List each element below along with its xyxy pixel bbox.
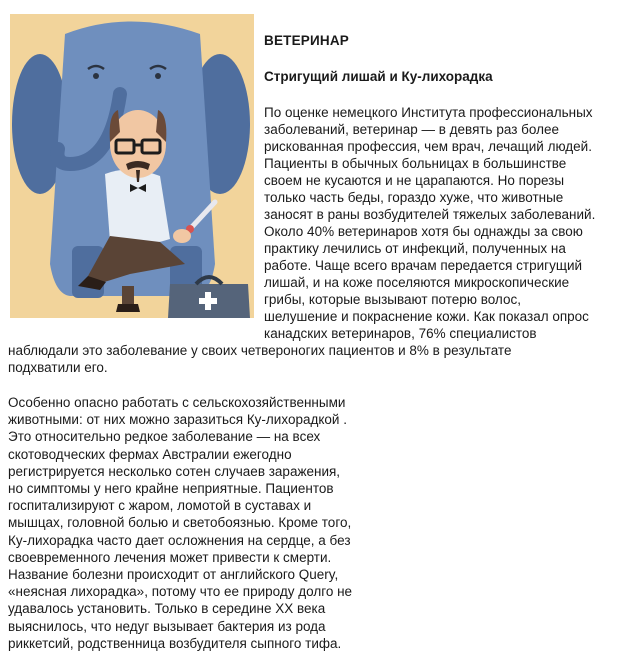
section-title: ВЕТЕРИНАР: [264, 33, 350, 48]
paragraph-2-line: животными: от них можно заразиться Ку-лихорадкой .: [8, 412, 347, 428]
paragraph-1-line: только часть беды, гораздо хуже, что животные: [264, 190, 564, 205]
paragraph-1-line: грибы, которые вызывают потерю волос,: [264, 292, 521, 307]
vet-elephant-illustration: [10, 14, 254, 318]
paragraph-2-line: Особенно опасно работать с сельскохозяйственными: [8, 395, 346, 410]
paragraph-1-line: практику лечились от инфекций, полученных на: [264, 241, 566, 256]
paragraph-1-line: Пациенты в обычных больницах в большинстве: [264, 156, 567, 171]
vet-leg-right: [122, 286, 134, 306]
paragraph-2: [8, 394, 378, 652]
paragraph-1-line: Около 40% ветеринаров хотя бы однажды за свою: [264, 224, 583, 239]
paragraph-2-line: Ку-лихорадка часто дает осложнения на сердце, а без: [8, 532, 351, 548]
paragraph-1-line: канадских ветеринаров, 76% специалистов: [264, 326, 537, 341]
paragraph-1-line: рискованная профессия, чем врач, лечащий людей.: [264, 139, 592, 154]
paragraph-1-line: лишай, и на коже поселяются микроскопические: [264, 275, 570, 290]
paragraph-1-tail-line: наблюдали это заболевание у своих четвероногих пациентов и 8% в результате: [8, 343, 512, 358]
paragraph-1-line: заболеваний, ветеринар — в девять раз более: [264, 122, 559, 137]
medical-cross-horizontal: [199, 298, 217, 304]
vet-hand: [173, 229, 191, 243]
elephant-right-pupil: [155, 73, 161, 79]
paragraph-1-line: своем не кусаются и не царапаются. Но порезы: [264, 173, 565, 188]
paragraph-2-line: но симптомы у него крайне неприятные. Пациентов: [8, 481, 334, 497]
vet-shoe-right: [116, 304, 140, 312]
paragraph-1-continuation: [8, 342, 608, 376]
illustration-svg: [10, 14, 254, 318]
article-subtitle: Стригущий лишай и Ку-лихорадка: [264, 69, 493, 84]
paragraph-2-line: «неясная лихорадка», потому что ее природу долго не: [8, 584, 353, 600]
paragraph-2-line: Название болезни происходит от английского Query,: [8, 567, 339, 583]
paragraph-2-line: госпитализируют с жаром, ломотой в суставах и: [8, 498, 312, 514]
paragraph-2-line: выяснилось, что недуг вызывает бактерия из рода: [8, 618, 326, 634]
paragraph-1: [264, 104, 616, 342]
paragraph-2-line: Это относительно редкое заболевание — на всех: [8, 429, 321, 445]
paragraph-2-line: своевременного лечения может привести к смерти.: [8, 549, 332, 565]
elephant-left-pupil: [93, 73, 99, 79]
paragraph-2-line: скотоводческих фермах Австралии ежегодно: [8, 446, 292, 462]
paragraph-2-line: регистрируется несколько сотен случаев заражения,: [8, 463, 341, 479]
paragraph-1-tail-line: подхватили его.: [8, 360, 108, 375]
paragraph-2-line: риккетсий, родственница возбудителя сыпного тифа.: [8, 635, 342, 651]
paragraph-1-line: заносят в раны возбудителей тяжелых заболеваний.: [264, 207, 596, 222]
paragraph-2-line: удавалось установить. Только в середине XX века: [8, 601, 326, 617]
paragraph-1-line: работе. Чаще всего врачам передается стригущий: [264, 258, 583, 273]
paragraph-1-line: По оценке немецкого Института профессиональных: [264, 105, 593, 120]
paragraph-1-line: шелушение и покраснение кожи. Как показал опрос: [264, 309, 589, 324]
paragraph-2-line: мышцах, головной болью и светобоязнью. Кроме того,: [8, 515, 352, 531]
